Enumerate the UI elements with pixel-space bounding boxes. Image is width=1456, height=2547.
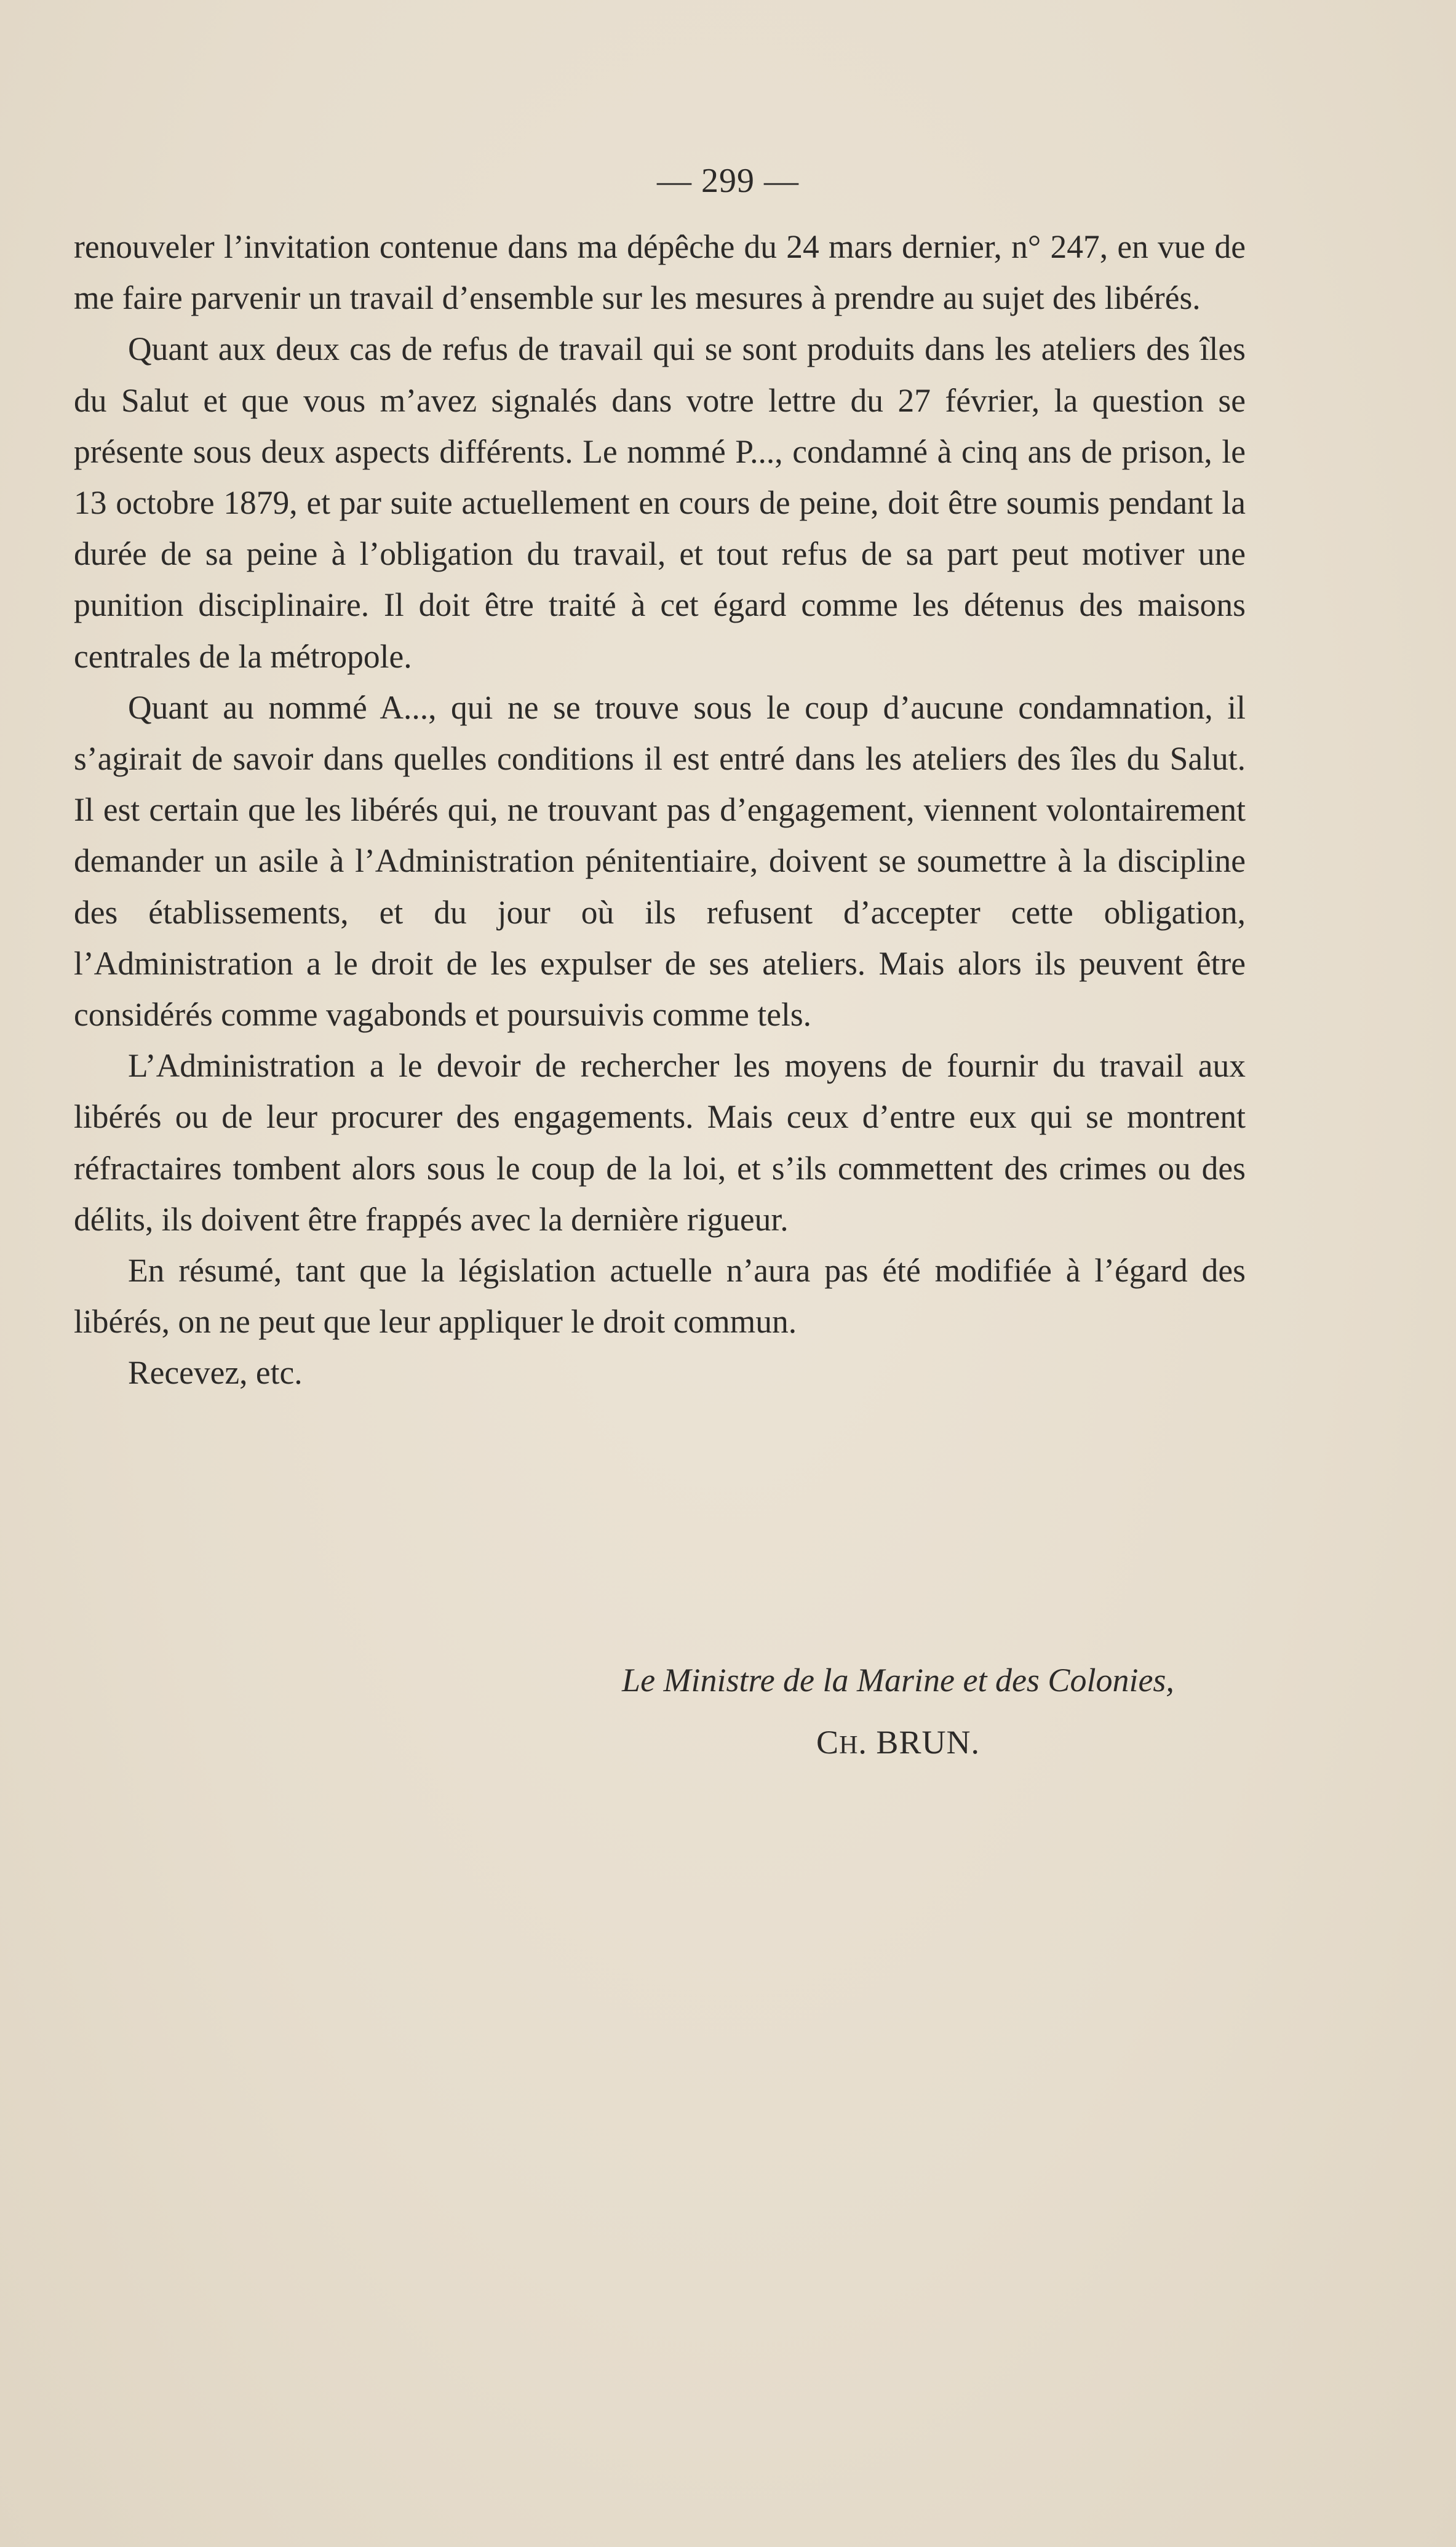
paragraph-4: L’Administration a le devoir de rechercher les moyens de fournir du travail aux libérés ou de leur procurer des engagements. Mais ceux d’entre eux qui se montrent réfractaires tombent alors sous le coup de la loi, et s’ils commettent des crimes ou des délits, ils doivent être frappés avec la dernière rigueur.: [74, 1047, 1246, 1238]
paragraph-2: Quant aux deux cas de refus de travail qui se sont produits dans les ateliers des îles du Salut et que vous m’avez signalés dans votre lettre du 27 février, la question se présente sous deux aspects différents. Le nommé P..., condamné à cinq ans de prison, le 13 octobre 1879, et par suite actuellement en cours de peine, doit être soumis pendant la durée de sa peine à l’obligation du travail, et tout refus de sa part peut motiver une punition disciplinaire. Il doit être traité à cet égard comme les détenus des maisons centrales de la métropole.: [74, 330, 1246, 675]
paragraph-3: Quant au nommé A..., qui ne se trouve sous le coup d’aucune condamnation, il s’agirait de savoir dans quelles conditions il est entré dans les ateliers des îles du Salut. Il est certain que les libérés qui, ne trouvant pas d’engagement, viennent volontairement demander un asile à l’Administration pénitentiaire, doivent se soumettre à la discipline des établissements, et du jour où ils refusent d’accepter cette obligation, l’Administration a le droit de les expulser de ses ateliers. Mais alors ils peuvent être considérés comme vagabonds et poursuivis comme tels.: [74, 688, 1246, 1034]
body-text: [74, 221, 1246, 1399]
signature-block: [541, 1655, 1255, 1771]
signature-title: Le Ministre de la Marine et des Colonies,: [622, 1662, 1174, 1699]
signature-name-rest: . BRUN.: [858, 1724, 980, 1761]
paragraph-5: En résumé, tant que la législation actuelle n’aura pas été modifiée à l’égard des libérés, on ne peut que leur appliquer le droit commun.: [74, 1252, 1246, 1341]
paragraph-1: renouveler l’invitation contenue dans ma dépêche du 24 mars dernier, n° 247, en vue de me faire parvenir un travail d’ensemble sur les mesures à prendre au sujet des libérés.: [74, 228, 1246, 317]
signature-name-initial: C: [816, 1724, 840, 1761]
paragraph-6: Recevez, etc.: [128, 1354, 303, 1392]
signature-name-initial-small: H: [839, 1731, 859, 1760]
signature-name: [541, 1717, 1255, 1771]
page-number: — 299 —: [657, 162, 799, 200]
